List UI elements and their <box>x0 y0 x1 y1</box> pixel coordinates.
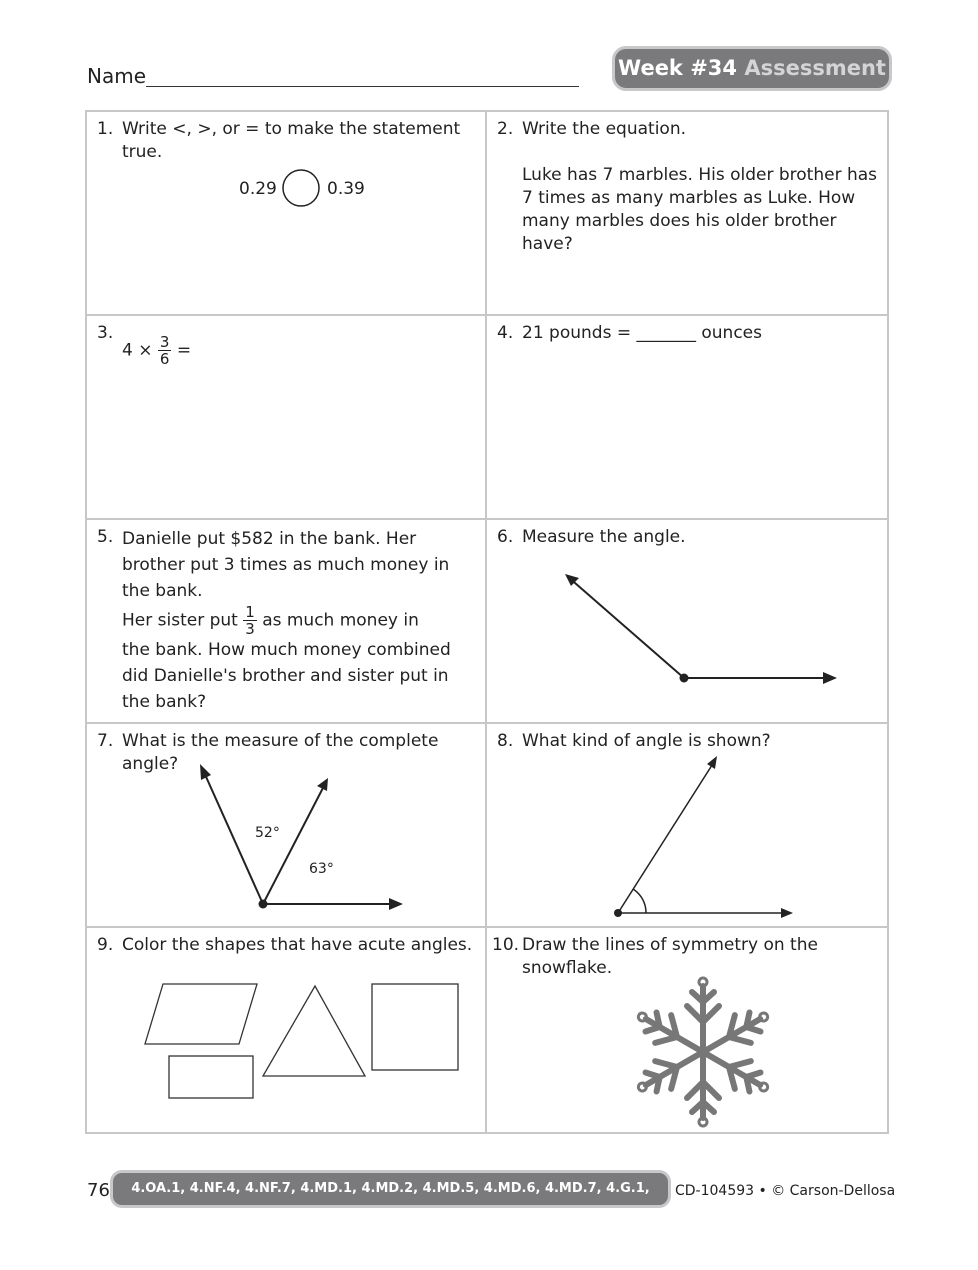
question-10[interactable] <box>487 928 887 1132</box>
question-text: Measure the angle. <box>522 527 686 547</box>
equals: = <box>176 340 192 361</box>
denominator: 6 <box>159 350 170 368</box>
question-text: Draw the lines of symmetry on the snowflake. <box>522 935 818 978</box>
question-number: 1. <box>97 119 114 139</box>
assessment-label: Assessment <box>744 56 886 80</box>
parallelogram[interactable] <box>145 984 257 1044</box>
question-text: What is the measure of the complete angle? <box>122 731 439 774</box>
numerator: 3 <box>159 333 170 351</box>
question-text: the bank. How much money combined did Danielle's brother and sister put in the bank? <box>122 640 451 712</box>
question-text: as much money in <box>262 610 419 631</box>
fraction <box>158 334 172 367</box>
copyright: CD-104593 • © Carson-Dellosa <box>675 1183 896 1199</box>
angle-label-52: 52° <box>255 825 280 841</box>
left-value: 0.29 <box>239 179 277 199</box>
question-number: 5. <box>97 527 114 547</box>
week-number: Week #34 <box>618 56 738 80</box>
question-text: Her sister put <box>122 610 238 631</box>
fraction <box>243 604 257 637</box>
question-4[interactable] <box>487 316 887 520</box>
name-label: Name <box>87 64 147 88</box>
question-6[interactable] <box>487 520 887 724</box>
square[interactable] <box>372 984 458 1070</box>
question-2[interactable] <box>487 112 887 316</box>
standards-banner: 4.OA.1, 4.NF.4, 4.NF.7, 4.MD.1, 4.MD.2, 4.MD.5, 4.MD.6, 4.MD.7, 4.G.1, 4.G.2, 4.G.3 <box>110 1170 671 1208</box>
question-text: What kind of angle is shown? <box>522 731 771 751</box>
question-text: Color the shapes that have acute angles. <box>122 935 473 955</box>
acute-angle-diagram <box>487 724 887 924</box>
triangle[interactable] <box>263 986 365 1076</box>
angle-label-63: 63° <box>309 861 334 877</box>
right-value: 0.39 <box>327 179 365 199</box>
complete-angle-diagram <box>87 724 487 924</box>
question-number: 9. <box>97 935 114 955</box>
question-grid <box>85 110 889 1134</box>
question-number: 6. <box>497 527 514 547</box>
question-text: Write the equation. <box>522 119 686 139</box>
question-1[interactable] <box>87 112 487 316</box>
expression: 4 × <box>122 340 153 361</box>
question-number: 4. <box>497 323 514 343</box>
name-line[interactable] <box>146 86 579 87</box>
question-text: Write <, >, or = to make the statement true. <box>122 119 461 162</box>
question-text: 21 pounds = _______ ounces <box>522 323 762 343</box>
snowflake-icon[interactable] <box>487 928 887 1128</box>
answer-circle[interactable] <box>283 170 319 206</box>
question-7[interactable] <box>87 724 487 928</box>
numerator: 1 <box>245 603 255 621</box>
page-number: 76 <box>87 1180 110 1201</box>
question-number: 3. <box>97 323 114 343</box>
question-number: 8. <box>497 731 514 751</box>
week-banner <box>612 46 892 91</box>
question-3[interactable] <box>87 316 487 520</box>
denominator: 3 <box>245 620 255 638</box>
question-5[interactable] <box>87 520 487 724</box>
shapes-diagram <box>87 928 487 1128</box>
question-text: Danielle put $582 in the bank. Her brother put 3 times as much money in the bank. <box>122 529 450 601</box>
word-problem: Luke has 7 marbles. His older brother has 7 times as many marbles as Luke. How many marbles does his older brother have? <box>522 165 878 254</box>
question-9[interactable] <box>87 928 487 1132</box>
question-8[interactable] <box>487 724 887 928</box>
question-number: 7. <box>97 731 114 751</box>
question-number: 10. <box>492 935 520 955</box>
rectangle[interactable] <box>169 1056 253 1098</box>
question-number: 2. <box>497 119 514 139</box>
angle-diagram <box>487 520 887 720</box>
